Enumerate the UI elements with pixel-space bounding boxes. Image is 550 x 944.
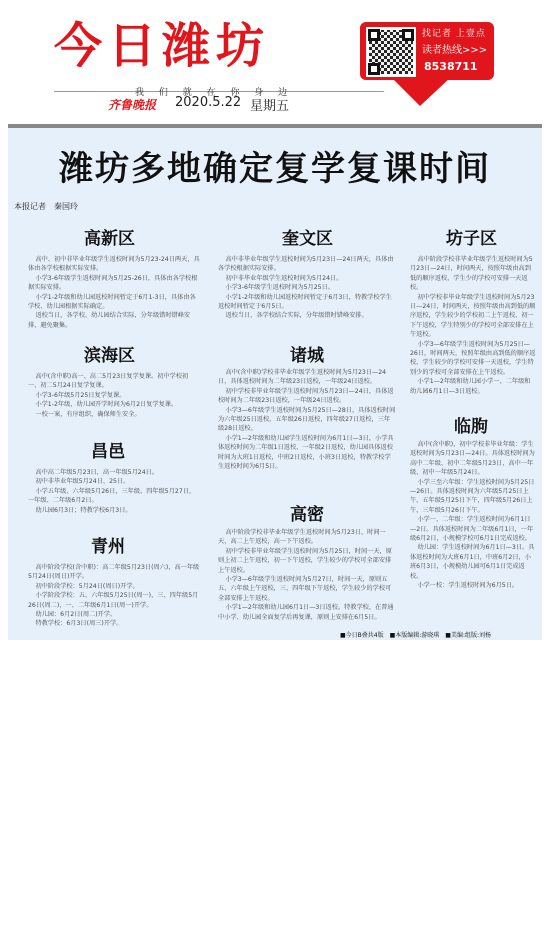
paragraph: 初中阶段学校：5月24日(周日)开学。 [35, 582, 139, 590]
paragraph: 初中学校非毕业年级学生返校时间为5月25日，时间一天，原则上初二上午返校，初一下午返校，学生较少的学校可全部安排上午返校。 [218, 547, 392, 574]
paragraph: 小学五年级、六年级5月26日，三年级、四年级5月27日，一年级、二年级6月2日。 [28, 487, 196, 505]
section-title-qingzhou: 青州 [91, 537, 125, 557]
paragraph: 高中阶段学校(含中职)：高二年级5月23日(周六)，高一年级5月24日(周日)开学。 [28, 564, 200, 581]
paragraph: 小学三至六年级：学生返校时间为5月25日—26日。具体返校时间为六年级5月25日上午，五年级5月25日下午，四年级5月26日上午，三年级5月26日下午。 [410, 478, 535, 514]
paragraph: 幼儿园：学生返校时间为6月1日—3日。具体返校时间为大班6月1日，中班6月2日，小班6月3日，小规模幼儿园可6月1日完成返校。 [410, 544, 535, 580]
paragraph: 小学1-2年级，幼儿园开学时间为6月2日复学复课。 [35, 401, 178, 409]
section-body-kuiwen [218, 255, 396, 321]
section-title-binhai: 滨海区 [84, 346, 135, 366]
paragraph: 初中学校非毕业年级学生返校时间为5月23日—24日，具体返校时间为二年级23日返校，一年级24日返校。 [218, 387, 394, 405]
paragraph: 幼儿园：6月2日(周二)开学。 [35, 611, 117, 619]
paragraph: 小学1—2年级和幼儿园小学一、二年级和幼儿园6月1日—3日返校。 [410, 378, 531, 395]
section-body-gaoxin [28, 255, 200, 330]
section-title-changyi: 昌邑 [91, 442, 125, 462]
paragraph: 小学3-6年级学生返校时间为5月25-26日，具体由各学校根据实际安排。 [28, 274, 198, 292]
section-body-gaomi [218, 528, 396, 622]
hotline-box-tail [392, 78, 450, 106]
paragraph: 小学1-2年级和幼儿园返校时间暂定于6月1-3日，具体由各学校、幼儿园根据实际确定。 [28, 293, 196, 311]
section-title-gaomi: 高密 [290, 505, 324, 525]
section-title-zhucheng: 诸城 [290, 346, 324, 366]
paragraph: 高中、初中非毕业年级学生返校时间为5月23-24日两天，具体由各学校根据实际安排。 [28, 256, 200, 273]
section-title-kuiwen: 奎文区 [282, 229, 333, 249]
paragraph: 一校一案，有序组织，确保师生安全。 [35, 410, 141, 418]
paragraph: 特教学校：6月3日(周三)开学。 [35, 620, 123, 628]
paragraph: 小学阶段学校：五、六年级5月25日(周一)，三、四年级5月26日(周二)，一、二年级6月1日(周一)开学。 [28, 592, 199, 609]
section-title-gaoxin: 高新区 [84, 229, 135, 249]
section-title-fangzi: 坊子区 [446, 229, 497, 249]
paragraph: 高中阶段学校非毕业年级学生返校时间为5月23日，时间一天，高二上午返校，高一下午返校。 [218, 529, 386, 546]
paragraph: 返校当日，各学校结合实际，分年级错时错峰安排。 [225, 312, 368, 320]
paragraph: 小学1-2年级和幼儿园返校时间暂定于6月3日，特教学校学生返校时间暂定于6月5日。 [218, 293, 392, 311]
paragraph: 小学一、二年级：学生返校时间为6月1日—2日。具体返校时间为二年级6月1日，一年级6月2日，小规模学校可6月1日完成返校。 [410, 516, 534, 543]
paragraph: 高中阶段学校非毕业年级学生返校时间为5月23日—24日，时间两天，按照年级由高到低的顺序返校，学生少的学校可安排一天返校。 [410, 256, 533, 292]
section-body-binhai [28, 372, 200, 419]
page-footer: ■今日B叠共4版 ■本版编辑:游晓琪 ■美编:组版:刘杨 [340, 632, 492, 639]
paragraph: 高中(含中职)高一、高二5月23日复学复课。初中学校初一、初二5月24日复学复课。 [28, 373, 189, 390]
section-title-linqu: 临朐 [454, 417, 488, 437]
paragraph: 高中高二年级5月23日，高一年级5月24日。 [35, 469, 159, 476]
paragraph: 幼儿园6月3日；特教学校6月3日。 [35, 506, 132, 514]
headline: 潍坊多地确定复学复课时间 [59, 149, 491, 189]
paragraph: 高中(含中职)学校非毕业年级学生返校时间为5月23日—24日，具体返校时间为二年级23日返校，一年级24日返校。 [218, 369, 387, 386]
section-body-fangzi [410, 255, 536, 396]
byline: 本报记者 秦国玲 [14, 202, 78, 211]
hotline-label: 读者热线>>> [422, 45, 488, 56]
section-body-qingzhou [28, 563, 200, 629]
masthead-slogan: 我 们 就 在 你 身 边 [135, 88, 294, 98]
paragraph: 小学3-6年级学生返校时间为5月25日。 [225, 284, 334, 292]
section-body-changyi [28, 468, 200, 515]
issue-date: 2020.5.22 [175, 95, 242, 110]
paper-name-logo: 齐鲁晚报 [108, 98, 157, 112]
issue-weekday: 星期五 [250, 99, 290, 114]
paragraph: 初中学校非毕业年级学生返校时间为5月23日—24日，时间两天，按照年级由高到低的顺序返校，学生较少的学校初二上午返校，初一下午返校，学生特别少的学校可全部安排在上午返校。 [410, 293, 536, 339]
paragraph: 小学1—2年级和幼儿园学生返校时间为6月1日—3日，小学具体返校时间为二年级1日返校、一年级2日返校，幼儿园具体返校时间为大班1日返校，中班2日返校，小班3日返校，特教学校学生返校时间为6月5日。 [218, 434, 394, 471]
paragraph: 小学3—6年级学生返校时间为5月27日，时间一天，原则五五、六年级上午返校，三、四年级下午返校，学生较少的学校可全部安排上午返校。 [218, 576, 392, 602]
paragraph: 小学3—6年级学生返校时间为5月25日—28日，具体返校时间为六年级25日返校，五年级26日返校，四年级27日返校，三年级28日返校。 [218, 406, 396, 433]
section-body-linqu [410, 440, 536, 591]
paragraph: 返校当日，各学校、幼儿园结合实际，分年级错时错峰安排，避免聚集。 [28, 312, 191, 329]
paragraph: 高中(含中职)，初中学校非毕业年级：学生返校时间为5月23日—24日。具体返校时间为高中二年级、初中二年级5月23日，高中一年级、初中一年级5月24日。 [410, 441, 535, 477]
qr-code-icon [366, 27, 416, 77]
section-body-zhucheng [218, 368, 396, 471]
paragraph: 高中非毕业年级学生返校时间为5月23日—24日两天，具体由各学校根据实际安排。 [218, 256, 394, 273]
paragraph: 小学1—2年级和幼儿园6月1日—3日返校。特教学校，在普通中小学、幼儿园全面复学后再复课，原则上安排在6月5日。 [218, 604, 394, 621]
masthead-title: 今日潍坊 [54, 18, 271, 74]
paragraph: 初中非毕业年级学生返校时间为5月24日。 [225, 274, 343, 282]
paragraph: 初中非毕业年级5月24日、25日。 [35, 478, 130, 486]
hotline-tagline: 找记者 上壹点 [422, 29, 486, 39]
paragraph: 小学3—6年级学生返校时间为5月25日—26日，时间两天，按照年级由高到低的顺序返校，学生较少的学校可安排一天返校，学生特别少的学校可全部安排在上午返校。 [410, 340, 536, 376]
paragraph: 小学一校：学生返校时间为6月5日。 [417, 582, 519, 590]
paragraph: 小学3-6年级5月25日复学复课。 [35, 391, 126, 399]
masthead [0, 0, 550, 120]
hotline-number: 8538711 [424, 60, 478, 73]
